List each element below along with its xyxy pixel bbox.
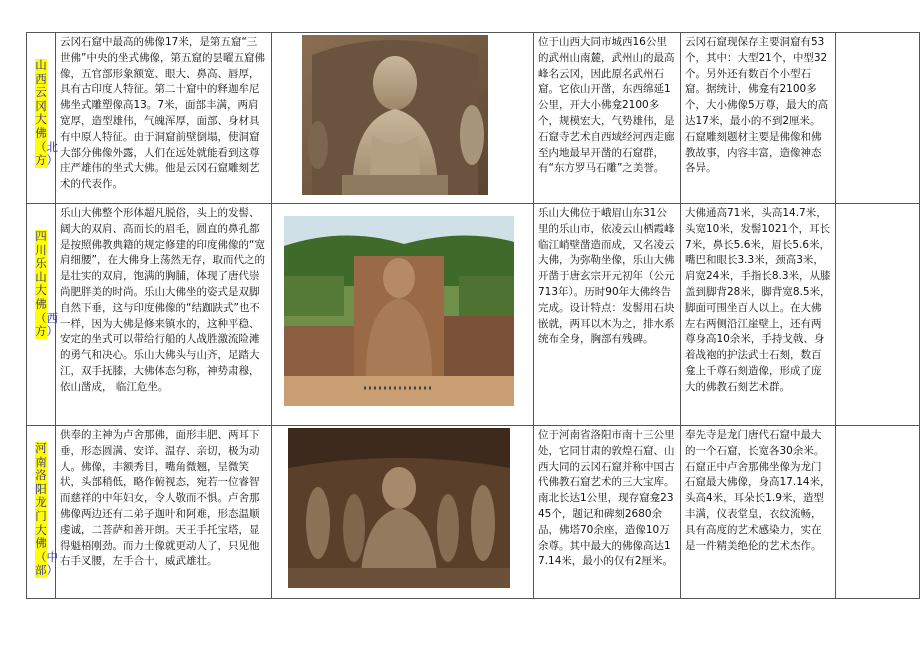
row-name-cell [27,204,56,426]
buddha-comparison-table [26,32,920,599]
location-cell: 乐山大佛位于峨眉山东31公里的乐山市，依凌云山栖霞峰临江峭壁凿造而成，又名凌云大佛，为弥勒坐像，乐山大佛开凿于唐玄宗开元初年（公元713年）。历时90年大佛终告完成。设计特点：发髻用石块嵌就，两耳以木为之，排水系统布全身，胸部有残碑。 [534,204,681,426]
empty-cell [836,204,920,426]
leshan-buddha-photo [276,216,529,406]
table-row [27,426,920,599]
row-name: 山西云冈大佛（北方） [35,58,58,168]
row-name-cell [27,33,56,204]
facts-cell: 云冈石窟现保存主要洞窟有53个，其中：大型21个，中型32个。另外还有数百个小型石窟。据统计，佛龛有2100多个，大小佛像5万尊，最大的高达17米，最小的不到2厘米。石窟雕刻题材主要是佛像和佛教故事，内容丰富，造像神态各异。 [681,33,836,204]
table-row [27,33,920,204]
empty-cell [836,33,920,204]
table-row [27,204,920,426]
photo-cell [272,426,534,599]
location-cell: 位于山西大同市城西16公里的武州山南麓，武州山的最高峰名云冈，因此原名武州石窟。它依山开凿，东西绵延1公里，开大小佛龛2100多个，规模宏大，气势雄伟，是石窟寺艺术自西域经河西走廊至内地最早开凿的石窟群，有“东方罗马石雕”之美誉。 [534,33,681,204]
description-cell: 乐山大佛整个形体超凡脱俗，头上的发髻、阔大的双肩、高而长的眉毛，圆直的鼻孔都是按照佛教典籍的规定修建的印度佛像的“宽肩细腰”，在大佛身上荡然无存，取而代之的是壮实的双肩，饱满的胸脯，体现了唐代崇尚肥胖美的时尚。乐山大佛坐的姿式是双脚自然下垂，这与印度佛像的“结跏趺式”也不一样，因为大佛是修来镇水的，这种平稳、安定的坐式可以带给行船的人战胜激流险滩的勇气和决心。乐山大佛头与山齐，足踏大江，双手抚膝，大佛体态匀称，神势肃穆，依山凿成， 临江危坐。 [56,204,272,426]
row-name: 河南洛阳龙门大佛（中部） [35,441,58,578]
longmen-buddha-photo [276,428,529,588]
photo-cell [272,33,534,204]
location-cell: 位于河南省洛阳市南十三公里处，它同甘肃的敦煌石窟、山西大同的云冈石窟并称中国古代佛教石窟艺术的三大宝库。南北长达1公里，现存窟龛2345个，题记和碑刻2680余品，佛塔70余座，造像10万余尊。其中最大的佛像高达17.14米，最小的仅有2厘米。 [534,426,681,599]
yungang-buddha-photo [276,35,529,195]
empty-cell [836,426,920,599]
facts-cell: 奉先寺是龙门唐代石窟中最大的一个石窟，长宽各30余米。石窟正中卢舍那佛坐像为龙门石窟最大佛像，身高17.14米，头高4米，耳朵长1.9米，造型丰满，仪表堂皇，衣纹流畅，具有高度的艺术感染力，实在是一件精美绝伦的艺术杰作。 [681,426,836,599]
row-name: 四川乐山大佛（西方） [35,229,58,339]
row-name-cell [27,426,56,599]
facts-cell: 大佛通高71米，头高14.7米，头宽10米，发髻1021个，耳长7米，鼻长5.6米，眉长5.6米，嘴巴和眼长3.3米，颈高3米，肩宽24米，手指长8.3米，从膝盖到脚背28米，脚背宽8.5米，脚面可围坐百人以上。在大佛左右两侧沿江崖壁上，还有两尊身高10余米，手持戈戟、身着战袍的护法武士石刻，数百龛上千尊石刻造像，形成了庞大的佛教石刻艺术群。 [681,204,836,426]
description-cell: 云冈石窟中最高的佛像17米，是第五窟“三世佛”中央的坐式佛像，第五窟的昙曜五窟佛像，五官部形象额宽、眼大、鼻高、唇厚，具有古印度人特征。第二十窟中的释迦牟尼佛坐式雕塑像高13。7米，面部丰满，两肩宽厚，造型雄伟，气魄浑厚，面部、身材具有中原人特征。由于洞窟前壁倒塌，使洞窟大部分佛像外露，人们在远处就能看到这尊庄严雄伟的坐式大佛。他是云冈石窟雕刻艺术的代表作。 [56,33,272,204]
description-cell: 供奉的主神为卢舍那佛，面形丰肥、两耳下垂，形态圆满、安详、温存、亲切，极为动人。佛像，丰额秀目，嘴角微翘，呈微笑状，头部稍低，略作俯视态，宛若一位睿智而慈祥的中年妇女，令人敬而不惧。卢舍那佛像两边还有二弟子迦叶和阿难，形态温顺虔诚，二菩萨和善开朗。天王手托宝塔，显得魁梧刚劲。而力士像就更动人了，只见他右手叉腰，左手合十，威武雄壮。 [56,426,272,599]
photo-cell [272,204,534,426]
